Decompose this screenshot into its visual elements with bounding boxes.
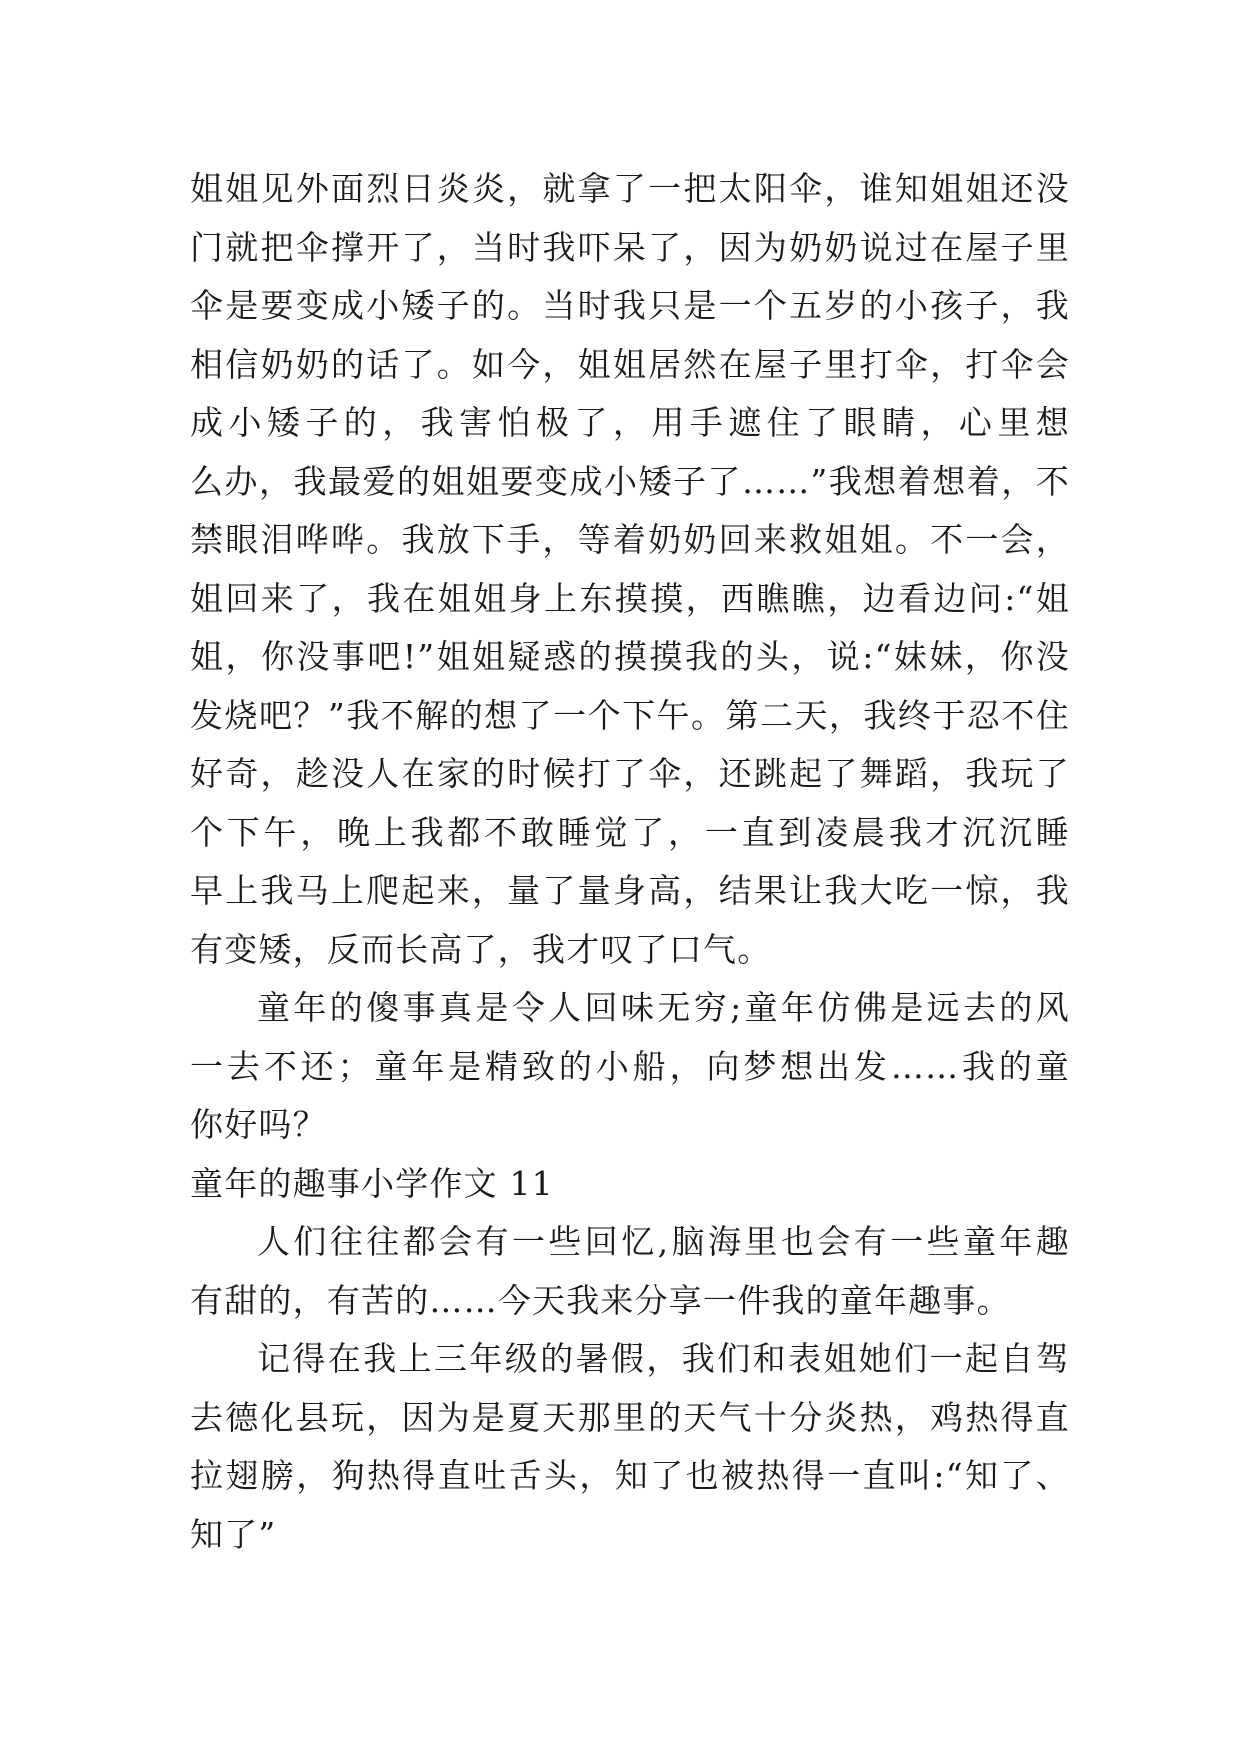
- text-line: 你好吗？: [190, 1105, 327, 1144]
- text-line: 好奇，趁没人在家的时候打了伞，还跳起了舞蹈，我玩了: [190, 754, 1070, 793]
- text-line: 有变矮，反而长高了，我才叹了口气。: [190, 929, 772, 969]
- text-line: 姐姐见外面烈日炎炎，就拿了一把太阳伞，谁知姐姐还没: [190, 169, 1070, 208]
- section-heading: 童年的趣事小学作文 11: [190, 1163, 554, 1203]
- body-text: [190, 160, 1070, 1564]
- text-line: 伞是要变成小矮子的。当时我只是一个五岁的小孩子，我: [190, 286, 1070, 325]
- text-line: 门就把伞撑开了，当时我吓呆了，因为奶奶说过在屋子里: [190, 227, 1070, 267]
- text-line: 相信奶奶的话了。如今，姐姐居然在屋子里打伞，打伞会: [190, 344, 1070, 384]
- paragraph-first-line: 记得在我上三年级的暑假，我们和表姐她们一起自驾: [257, 1339, 1070, 1378]
- text-line: 早上我马上爬起来，量了量身高，结果让我大吃一惊，我: [190, 871, 1070, 910]
- text-line: 知了”: [190, 1514, 277, 1554]
- text-line: 发烧吧？”我不解的想了一个下午。第二天，我终于忍不住: [190, 695, 1070, 735]
- text-line: 去德化县玩，因为是夏天那里的天气十分炎热，鸡热得直: [190, 1397, 1070, 1437]
- text-line: 姐，你没事吧!”姐姐疑惑的摸摸我的头，说:“妹妹，你没: [190, 637, 1070, 676]
- paragraph-first-line: 人们往往都会有一些回忆,脑海里也会有一些童年趣: [257, 1222, 1070, 1261]
- paragraph-first-line: 童年的傻事真是令人回味无穷;童年仿佛是远去的风: [257, 988, 1070, 1027]
- text-line: 姐回来了，我在姐姐身上东摸摸，西瞧瞧，边看边问:“姐: [190, 578, 1070, 618]
- text-line: 有甜的，有苦的……今天我来分享一件我的童年趣事。: [190, 1280, 1011, 1320]
- text-line: 禁眼泪哗哗。我放下手，等着奶奶回来救姐姐。不一会，: [190, 520, 1070, 559]
- text-line: 成小矮子的，我害怕极了，用手遮住了眼睛，心里想: [190, 403, 1070, 442]
- text-line: 个下午，晚上我都不敢睡觉了，一直到凌晨我才沉沉睡: [190, 812, 1070, 852]
- text-line: 拉翅膀，狗热得直吐舌头，知了也被热得一直叫:“知了、: [190, 1456, 1070, 1495]
- text-line: 一去不还；童年是精致的小船，向梦想出发……我的童: [190, 1046, 1070, 1086]
- text-line: 么办，我最爱的姐姐要变成小矮子了……”我想着想着，不: [190, 461, 1070, 501]
